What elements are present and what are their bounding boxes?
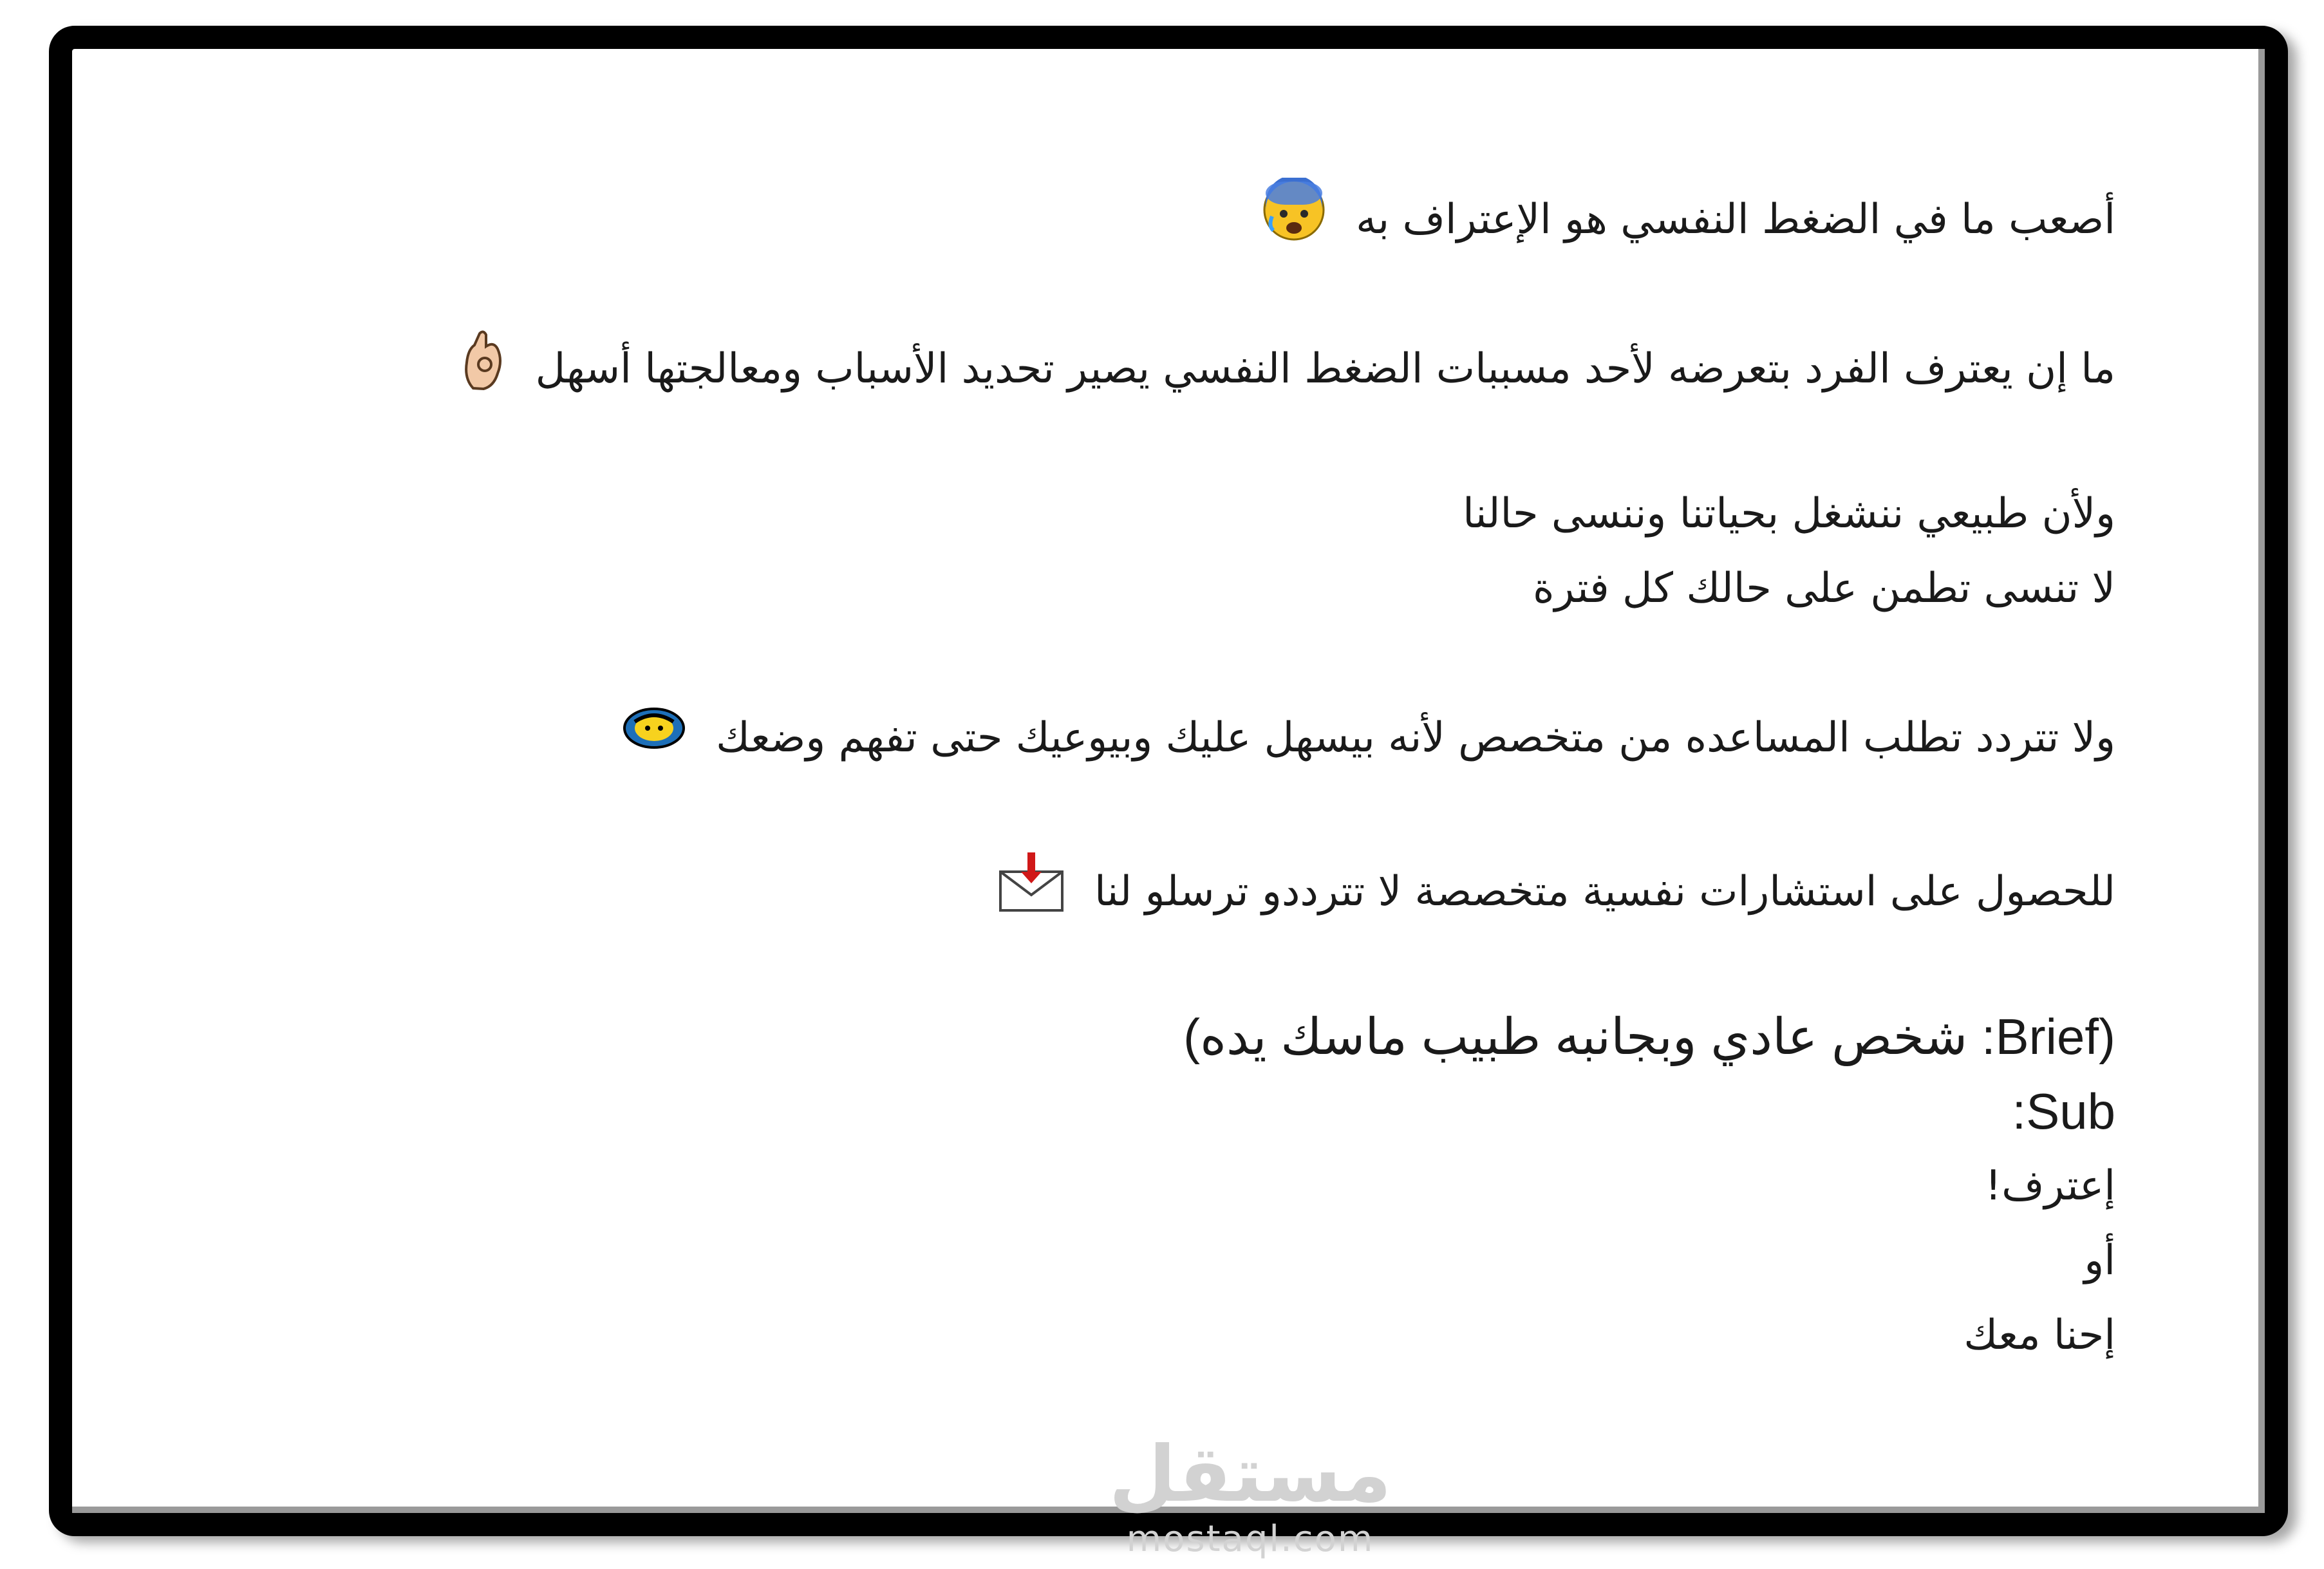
line-10-text: أو	[2084, 1237, 2115, 1284]
line-11-text: إحنا معك	[1963, 1311, 2115, 1359]
spacer	[248, 925, 2115, 999]
text-line-3	[248, 476, 2115, 551]
text-line-7	[248, 999, 2115, 1074]
line-4-text: لا تنسى تطمن على حالك كل فترة	[1532, 565, 2115, 612]
mostaql-watermark	[1083, 1430, 1418, 1562]
brief-text: (Brief: شخص عادي وبجانبه طبيب ماسك يده)	[1183, 1008, 2115, 1065]
line-1-text: أصعب ما في الضغط النفسي هو الإعتراف به	[1356, 196, 2115, 244]
document-frame	[49, 26, 2288, 1560]
spacer	[248, 775, 2115, 850]
text-line-4	[248, 551, 2115, 626]
spacer	[248, 626, 2115, 700]
line-9-text: إعترف!	[1985, 1162, 2115, 1210]
text-line-11	[248, 1298, 2115, 1373]
text-line-1	[248, 178, 2115, 252]
envelope-arrow-icon	[998, 850, 1065, 938]
text-line-9	[248, 1149, 2115, 1223]
watermark-url: mostaql.com	[1126, 1518, 1374, 1560]
text-line-8	[248, 1074, 2115, 1149]
anxious-face-icon	[1262, 178, 1326, 266]
line-5-text: ولا تتردد تطلب المساعده من متخصص لأنه بيسهل عليك وبيوعيك حتى تفهم وضعك	[716, 714, 2115, 762]
text-line-5	[248, 700, 2115, 775]
text-line-10	[248, 1223, 2115, 1298]
watermark-logo: مستقل	[1109, 1430, 1392, 1519]
spacer	[248, 252, 2115, 327]
text-line-6	[248, 850, 2115, 925]
line-6-text: للحصول على استشارات نفسية متخصصة لا تترددو ترسلو لنا	[1094, 868, 2115, 916]
ok-hand-icon	[460, 327, 505, 415]
document-body	[248, 178, 2115, 1373]
sub-label: Sub:	[2012, 1083, 2115, 1140]
text-line-2	[248, 327, 2115, 402]
line-2-text: ما إن يعترف الفرد بتعرضه لأحد مسببات الضغط النفسي يصير تحديد الأسباب ومعالجتها أسهل	[535, 345, 2115, 393]
hug-icon	[622, 702, 686, 778]
spacer	[248, 402, 2115, 476]
line-3-text: ولأن طبيعي ننشغل بحياتنا وننسى حالنا	[1463, 490, 2115, 538]
